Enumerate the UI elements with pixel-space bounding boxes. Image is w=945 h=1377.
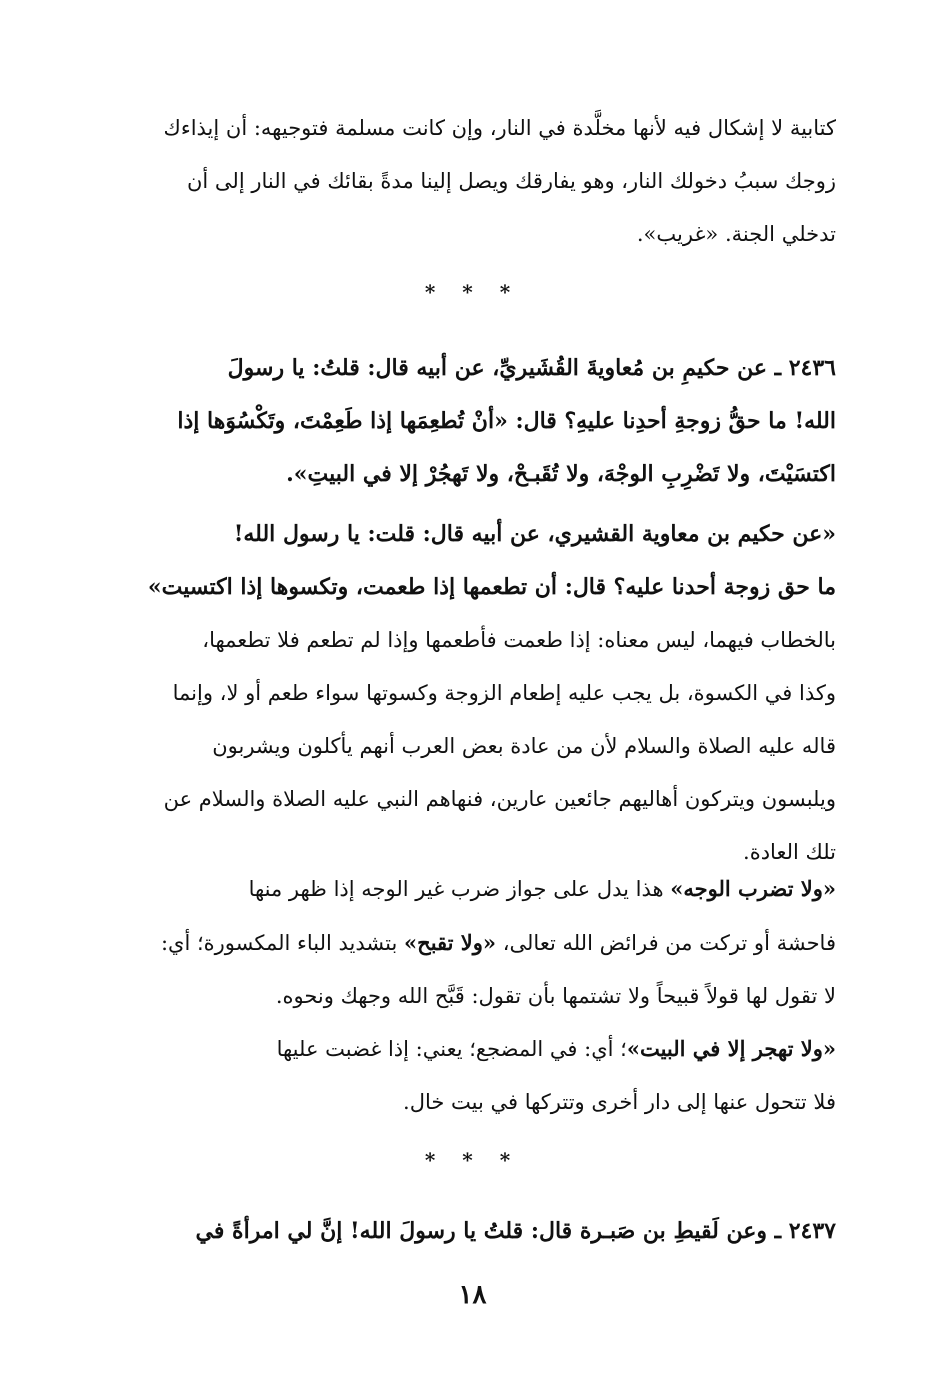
paragraph-commentary-1 [118,102,836,261]
text-line: ٢٤٣٧ ـ وعن لَقيطِ بن صَبـرة قال: قلتُ يا رسولَ الله! إنَّ لي امرأةً في [195,1218,836,1244]
quoted-phrase: «ولا تهجر إلا في البيت» [626,1036,836,1061]
page-number: ١٨ [458,1280,487,1310]
paragraph-commentary-2 [118,508,836,879]
text-line: بالخطاب فيهما، ليس معناه: إذا طعمت فأطعمها وإذا لم تطعم فلا تطعمها، [202,628,836,652]
text-line: وكذا في الكسوة، بل يجب عليه إطعام الزوجة وكسوتها سواء طعم أو لا، وإنما [172,681,836,705]
text-line: الله! ما حقُّ زوجةِ أحدِنا عليهِ؟ قال: «أنْ تُطعِمَها إذا طَعِمْتَ، وتَكْسُوَها إذا [177,408,836,434]
quoted-phrase: «ولا تضرب الوجه» [670,876,836,901]
section-separator: * * * [424,280,521,304]
text-line: قاله عليه الصلاة والسلام لأن من عادة بعض العرب أنهم يأكلون ويشربون [212,734,836,758]
quoted-phrase: «ولا تقبح» [404,930,497,955]
text-segment: هذا يدل على جواز ضرب غير الوجه إذا ظهر منها [248,877,671,901]
text-line: ٢٤٣٦ ـ عن حكيمِ بن مُعاويةَ القُشَيريِّ، عن أبيه قال: قلتُ: يا رسولَ [227,355,836,381]
text-line: لا تقول لها قولاً قبيحاً ولا تشتمها بأن تقول: قَبَّح الله وجهك ونحوه. [275,984,836,1008]
text-line: اكتسَيْتَ، ولا تَضْرِبِ الوجْهَ، ولا تُقَبـحْ، ولا تَهجُرْ إلا في البيتِ». [286,461,836,487]
text-line: تلك العادة. [743,840,836,864]
text-line: زوجك سببُ دخولك النار، وهو يفارقك ويصل إلينا مدةً بقائك في النار إلى أن [186,169,836,193]
quoted-hadith-line: «عن حكيم بن معاوية القشيري، عن أبيه قال: قلت: يا رسول الله! [233,521,836,547]
hadith-2436 [118,342,836,501]
text-line [118,1022,836,1076]
quoted-hadith-line: ما حق زوجة أحدنا عليه؟ قال: أن تطعمها إذا طعمت، وتكسوها إذا اكتسيت» [147,574,836,600]
text-segment: ؛ أي: في المضجع؛ يعني: إذا غضبت عليها [276,1037,627,1061]
text-line: فلا تتحول عنها إلى دار أخرى وتتركها في بيت خال. [403,1090,836,1114]
section-separator: * * * [424,1148,521,1172]
paragraph-commentary-3 [118,862,836,1023]
text-line [118,916,836,970]
text-segment: فاحشة أو تركت من فرائض الله تعالى، [496,931,836,955]
text-segment: بتشديد الباء المكسورة؛ أي: [160,931,405,955]
text-line: تدخلي الجنة. «غريب». [636,222,836,246]
text-line [118,862,836,916]
text-line: ويلبسون ويتركون أهاليهم جائعين عارين، فنهاهم النبي عليه الصلاة والسلام عن [163,787,836,811]
text-line: كتابية لا إشكال فيه لأنها مخلَّدة في النار، وإن كانت مسلمة فتوجيهه: أن إيذاءك [163,116,836,140]
paragraph-commentary-4 [118,1022,836,1129]
hadith-2437 [118,1205,836,1258]
